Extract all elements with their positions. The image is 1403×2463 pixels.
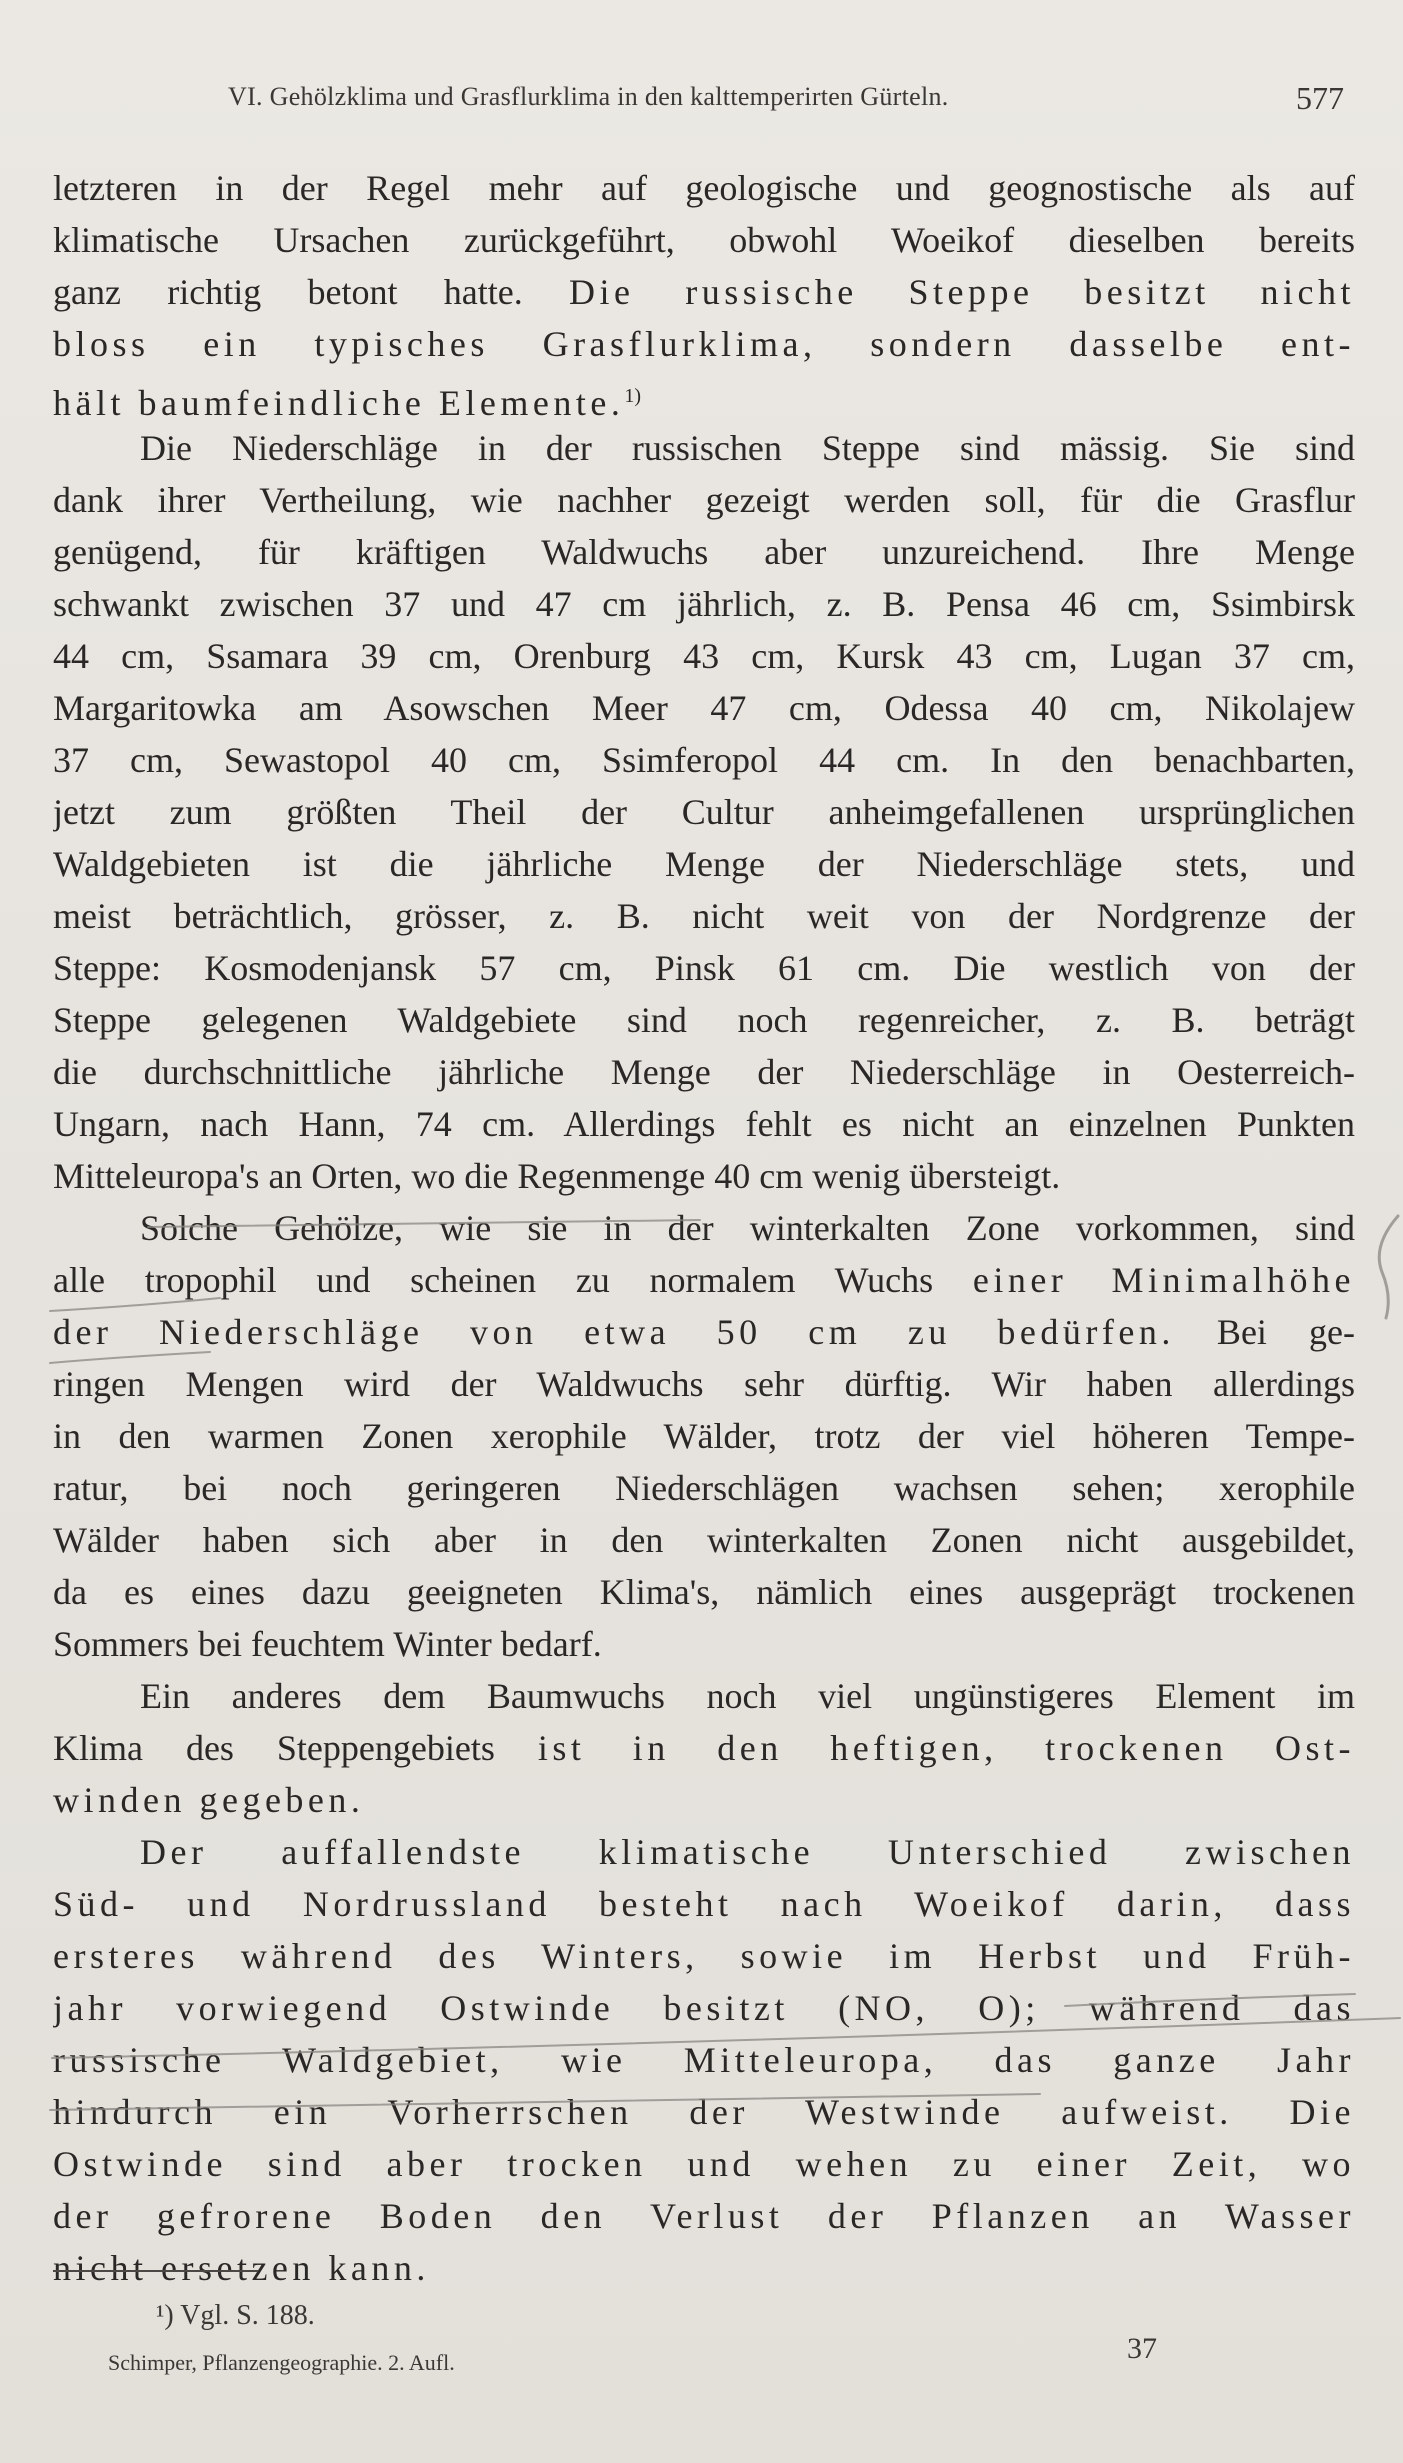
margin-bracket <box>1379 1216 1398 1318</box>
spaced-text: Die russische Steppe besitzt nicht <box>569 272 1355 312</box>
text-line: klimatische Ursachen zurückgeführt, obwohl Woeikof dieselben bereits <box>53 220 1355 260</box>
text-line: hindurch ein Vorherrschen der Westwinde aufweist. Die <box>53 2092 1355 2132</box>
spaced-text: einer Minimalhöhe <box>972 1260 1355 1300</box>
imprint-line: Schimper, Pflanzengeographie. 2. Aufl. <box>108 2350 455 2375</box>
text-line: dank ihrer Vertheilung, wie nachher gezeigt werden soll, für die Grasflur <box>53 480 1355 520</box>
text-segment: ganz richtig betont hatte. <box>53 272 569 312</box>
footnote-rule <box>53 2270 258 2272</box>
text-line: Die Niederschläge in der russischen Steppe sind mässig. Sie sind <box>140 428 1355 468</box>
text-line <box>53 1254 1355 1306</box>
text-line: Der auffallendste klimatische Unterschied zwischen <box>140 1832 1355 1872</box>
text-line: Ein anderes dem Baumwuchs noch viel ungünstigeres Element im <box>140 1676 1355 1716</box>
text-line: ersteres während des Winters, sowie im Herbst und Früh- <box>53 1936 1355 1976</box>
text-line: Mitteleuropa's an Orten, wo die Regenmenge 40 cm wenig übersteigt. <box>53 1156 1061 1196</box>
running-head: VI. Gehölzklima und Grasflurklima in den kalttemperirten Gürteln. <box>228 82 949 111</box>
spaced-text: der Niederschläge von etwa 50 cm zu bedürfen. <box>53 1312 1175 1352</box>
text-line: letzteren in der Regel mehr auf geologische und geognostische als auf <box>53 168 1355 208</box>
footnote-reference: 1) <box>624 385 641 407</box>
text-line: nicht ersetzen kann. <box>53 2248 430 2288</box>
text-line: 44 cm, Ssamara 39 cm, Orenburg 43 cm, Kursk 43 cm, Lugan 37 cm, <box>53 636 1355 676</box>
text-line: winden gegeben. <box>53 1780 365 1820</box>
text-line: Steppe gelegenen Waldgebiete sind noch regenreicher, z. B. beträgt <box>53 1000 1355 1040</box>
text-line: Ungarn, nach Hann, 74 cm. Allerdings fehlt es nicht an einzelnen Punkten <box>53 1104 1355 1144</box>
text-line: 37 cm, Sewastopol 40 cm, Ssimferopol 44 cm. In den benachbarten, <box>53 740 1355 780</box>
page-number: 577 <box>1296 80 1344 116</box>
text-line: bloss ein typisches Grasflurklima, sondern dasselbe ent- <box>53 324 1355 364</box>
text-line: meist beträchtlich, grösser, z. B. nicht weit von der Nordgrenze der <box>53 896 1355 936</box>
text-line: ringen Mengen wird der Waldwuchs sehr dürftig. Wir haben allerdings <box>53 1364 1355 1404</box>
text-line: schwankt zwischen 37 und 47 cm jährlich, z. B. Pensa 46 cm, Ssimbirsk <box>53 584 1355 624</box>
text-line: der gefrorene Boden den Verlust der Pflanzen an Wasser <box>53 2196 1355 2236</box>
text-line: genügend, für kräftigen Waldwuchs aber unzureichend. Ihre Menge <box>53 532 1355 572</box>
text-line: in den warmen Zonen xerophile Wälder, trotz der viel höheren Tempe- <box>53 1416 1355 1456</box>
text-line: Margaritowka am Asowschen Meer 47 cm, Odessa 40 cm, Nikolajew <box>53 688 1355 728</box>
text-line <box>53 1722 1355 1774</box>
text-segment: Bei ge- <box>1174 1312 1355 1352</box>
spaced-text: ist in den heftigen, trockenen Ost- <box>537 1728 1355 1768</box>
text-line: Sommers bei feuchtem Winter bedarf. <box>53 1624 602 1664</box>
sheet-number: 37 <box>1127 2332 1157 2365</box>
text-line: ratur, bei noch geringeren Niederschlägen wachsen sehen; xerophile <box>53 1468 1355 1508</box>
text-segment: Klima des Steppengebiets <box>53 1728 538 1768</box>
footnote: ¹) Vgl. S. 188. <box>156 2300 315 2331</box>
spaced-text: hält baumfeindliche Elemente. <box>53 383 625 422</box>
text-line: Ostwinde sind aber trocken und wehen zu einer Zeit, wo <box>53 2144 1355 2184</box>
text-line: Solche Gehölze, wie sie in der winterkalten Zone vorkommen, sind <box>140 1208 1355 1248</box>
text-line: Wälder haben sich aber in den winterkalten Zonen nicht ausgebildet, <box>53 1520 1355 1560</box>
text-segment: alle tropophil und scheinen zu normalem Wuchs <box>53 1260 973 1300</box>
text-line: da es eines dazu geeigneten Klima's, nämlich eines ausgeprägt trockenen <box>53 1572 1355 1612</box>
text-line: jetzt zum größten Theil der Cultur anheimgefallenen ursprünglichen <box>53 792 1355 832</box>
text-line <box>53 1306 1355 1358</box>
text-line: russische Waldgebiet, wie Mitteleuropa, das ganze Jahr <box>53 2040 1355 2080</box>
text-line: Süd- und Nordrussland besteht nach Woeikof darin, dass <box>53 1884 1355 1924</box>
text-line <box>53 370 1355 422</box>
text-line: Steppe: Kosmodenjansk 57 cm, Pinsk 61 cm. Die westlich von der <box>53 948 1355 988</box>
text-line <box>53 266 1355 318</box>
text-line: jahr vorwiegend Ostwinde besitzt (NO, O); während das <box>53 1988 1355 2028</box>
text-line: Waldgebieten ist die jährliche Menge der Niederschläge stets, und <box>53 844 1355 884</box>
text-line: die durchschnittliche jährliche Menge der Niederschläge in Oesterreich- <box>53 1052 1355 1092</box>
